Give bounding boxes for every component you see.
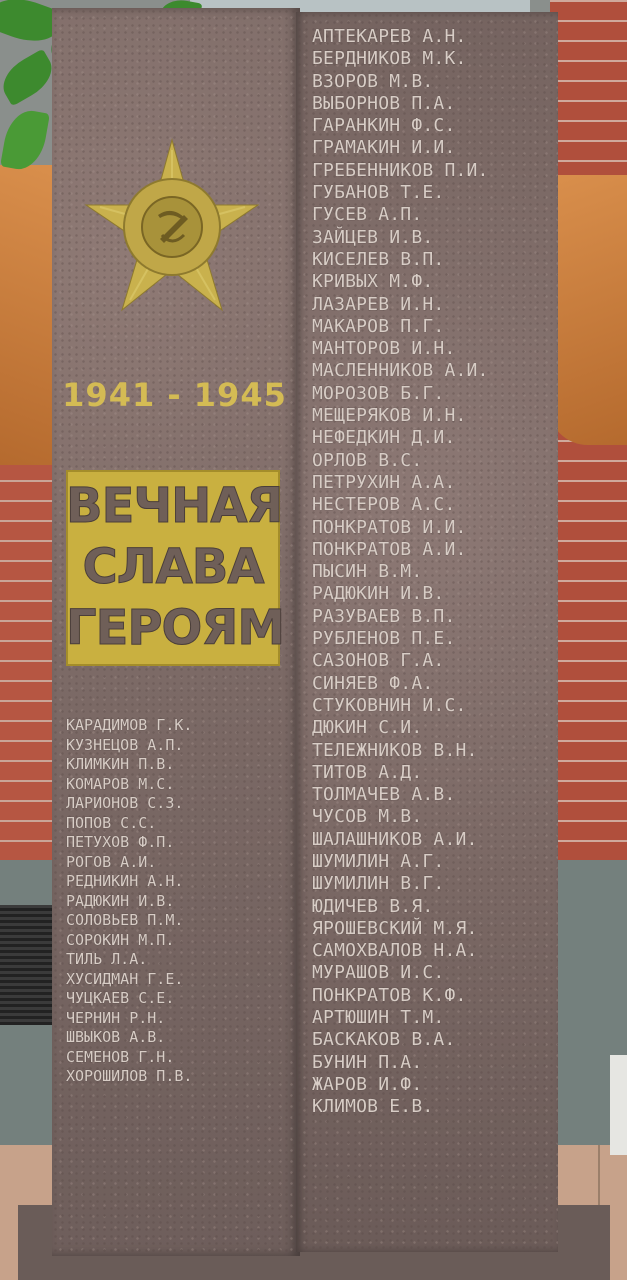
names-list-right bbox=[312, 26, 552, 1119]
engraved-name: ШУМИЛИН А.Г. bbox=[312, 850, 445, 872]
engraved-name: ГУСЕВ А.П. bbox=[312, 204, 423, 226]
engraved-name: РАДЮКИН И.В. bbox=[312, 583, 445, 605]
engraved-name: РУБЛЕНОВ П.Е. bbox=[312, 628, 456, 650]
engraved-name: КЛИМКИН П.В. bbox=[66, 755, 175, 773]
engraved-name: РОГОВ А.И. bbox=[66, 852, 157, 871]
engraved-name: КАРАДИМОВ Г.К. bbox=[66, 716, 193, 734]
engraved-name: ПЕТУХОВ Ф.П. bbox=[66, 833, 175, 851]
engraved-name: МАКАРОВ П.Г. bbox=[312, 315, 445, 337]
engraved-name: РАЗУВАЕВ В.П. bbox=[312, 605, 456, 627]
engraved-name: ШУМИЛИН В.Г. bbox=[312, 873, 445, 895]
engraved-name: ЮДИЧЕВ В.Я. bbox=[312, 895, 434, 917]
engraved-name: ЖАРОВ И.Ф. bbox=[312, 1073, 423, 1095]
engraved-name: САМОХВАЛОВ Н.А. bbox=[312, 940, 478, 962]
engraved-name: ЧЕРНИН Р.Н. bbox=[66, 1008, 166, 1027]
engraved-name: ЯРОШЕВСКИЙ М.Я. bbox=[312, 917, 478, 939]
engraved-name: ТИЛЬ Л.А. bbox=[66, 950, 148, 968]
names-list-left bbox=[66, 716, 294, 1087]
engraved-name: ВЗОРОВ М.В. bbox=[312, 70, 434, 92]
engraved-name: МЕЩЕРЯКОВ И.Н. bbox=[312, 405, 467, 427]
engraved-name: КЛИМОВ Е.В. bbox=[312, 1096, 434, 1118]
years-inscription: 1941 - 1945 bbox=[62, 376, 287, 414]
engraved-name: СЕМЕНОВ Г.Н. bbox=[66, 1047, 175, 1066]
engraved-name: БЕРДНИКОВ М.К. bbox=[312, 48, 467, 70]
engraved-name: АПТЕКАРЕВ А.Н. bbox=[312, 26, 467, 47]
engraved-name: ПОНКРАТОВ А.И. bbox=[312, 538, 467, 560]
engraved-name: ПОПОВ С.С. bbox=[66, 813, 157, 832]
engraved-name: ГРАМАКИН И.И. bbox=[312, 137, 456, 159]
engraved-name: АРТЮШИН Т.М. bbox=[312, 1007, 445, 1029]
engraved-name: СОЛОВЬЕВ П.М. bbox=[66, 911, 184, 929]
plaque-line-3: ГЕРОЯМ bbox=[66, 600, 285, 656]
engraved-name: КУЗНЕЦОВ А.П. bbox=[66, 735, 184, 754]
engraved-name: ОРЛОВ В.С. bbox=[312, 449, 423, 471]
engraved-name: ЛАЗАРЕВ И.Н. bbox=[312, 293, 445, 315]
engraved-name: МАНТОРОВ И.Н. bbox=[312, 338, 456, 360]
engraved-name: КИСЕЛЕВ В.П. bbox=[312, 248, 445, 270]
engraved-name: КРИВЫХ М.Ф. bbox=[312, 271, 434, 293]
engraved-name: ЧУЦКАЕВ С.Е. bbox=[66, 989, 175, 1007]
engraved-name: СИНЯЕВ Ф.А. bbox=[312, 672, 434, 694]
engraved-name: МОРОЗОВ Б.Г. bbox=[312, 382, 445, 404]
plaque-line-1: ВЕЧНАЯ bbox=[66, 478, 283, 534]
engraved-name: НЕСТЕРОВ А.С. bbox=[312, 494, 456, 516]
engraved-name: ПЫСИН В.М. bbox=[312, 561, 423, 583]
order-of-patriotic-war-icon bbox=[80, 135, 265, 320]
floor-grate bbox=[0, 905, 52, 1025]
engraved-name: ГАРАНКИН Ф.С. bbox=[312, 115, 456, 137]
wooden-arch-left bbox=[0, 165, 60, 465]
engraved-name: РЕДНИКИН А.Н. bbox=[66, 872, 184, 890]
engraved-name: ВЫБОРНОВ П.А. bbox=[312, 92, 456, 114]
engraved-name: ГРЕБЕННИКОВ П.И. bbox=[312, 159, 489, 181]
engraved-name: ШАЛАШНИКОВ А.И. bbox=[312, 828, 478, 850]
engraved-name: ДЮКИН С.И. bbox=[312, 717, 423, 739]
engraved-name: ТИТОВ А.Д. bbox=[312, 761, 423, 783]
engraved-name: ЗАЙЦЕВ И.В. bbox=[312, 226, 434, 248]
wooden-arch-right bbox=[548, 175, 627, 445]
engraved-name: ПЕТРУХИН А.А. bbox=[312, 471, 456, 493]
engraved-name: БАСКАКОВ В.А. bbox=[312, 1029, 456, 1051]
engraved-name: ЧУСОВ М.В. bbox=[312, 806, 423, 828]
engraved-name: МАСЛЕННИКОВ А.И. bbox=[312, 360, 489, 382]
engraved-name: САЗОНОВ Г.А. bbox=[312, 650, 445, 672]
engraved-name: ХУСИДМАН Г.Е. bbox=[66, 969, 184, 988]
plaque-line-2: СЛАВА bbox=[82, 539, 264, 595]
engraved-name: ЛАРИОНОВ С.З. bbox=[66, 794, 184, 812]
engraved-name: СОРОКИН М.П. bbox=[66, 930, 175, 949]
engraved-name: ШВЫКОВ А.В. bbox=[66, 1028, 166, 1046]
engraved-name: ТЕЛЕЖНИКОВ В.Н. bbox=[312, 739, 478, 761]
planter bbox=[610, 1055, 627, 1155]
engraved-name: ГУБАНОВ Т.Е. bbox=[312, 182, 445, 204]
eternal-glory-plaque bbox=[66, 470, 285, 666]
engraved-name: РАДЮКИН И.В. bbox=[66, 891, 175, 910]
brick-wall-left bbox=[0, 420, 60, 860]
engraved-name: МУРАШОВ И.С. bbox=[312, 962, 445, 984]
engraved-name: СТУКОВНИН И.С. bbox=[312, 694, 467, 716]
engraved-name: КОМАРОВ М.С. bbox=[66, 774, 175, 793]
engraved-name: ПОНКРАТОВ К.Ф. bbox=[312, 984, 467, 1006]
engraved-name: ТОЛМАЧЕВ А.В. bbox=[312, 784, 456, 806]
engraved-name: ПОНКРАТОВ И.И. bbox=[312, 516, 467, 538]
engraved-name: ХОРОШИЛОВ П.В. bbox=[66, 1067, 193, 1085]
engraved-name: БУНИН П.А. bbox=[312, 1051, 423, 1073]
engraved-name: НЕФЕДКИН Д.И. bbox=[312, 427, 456, 449]
